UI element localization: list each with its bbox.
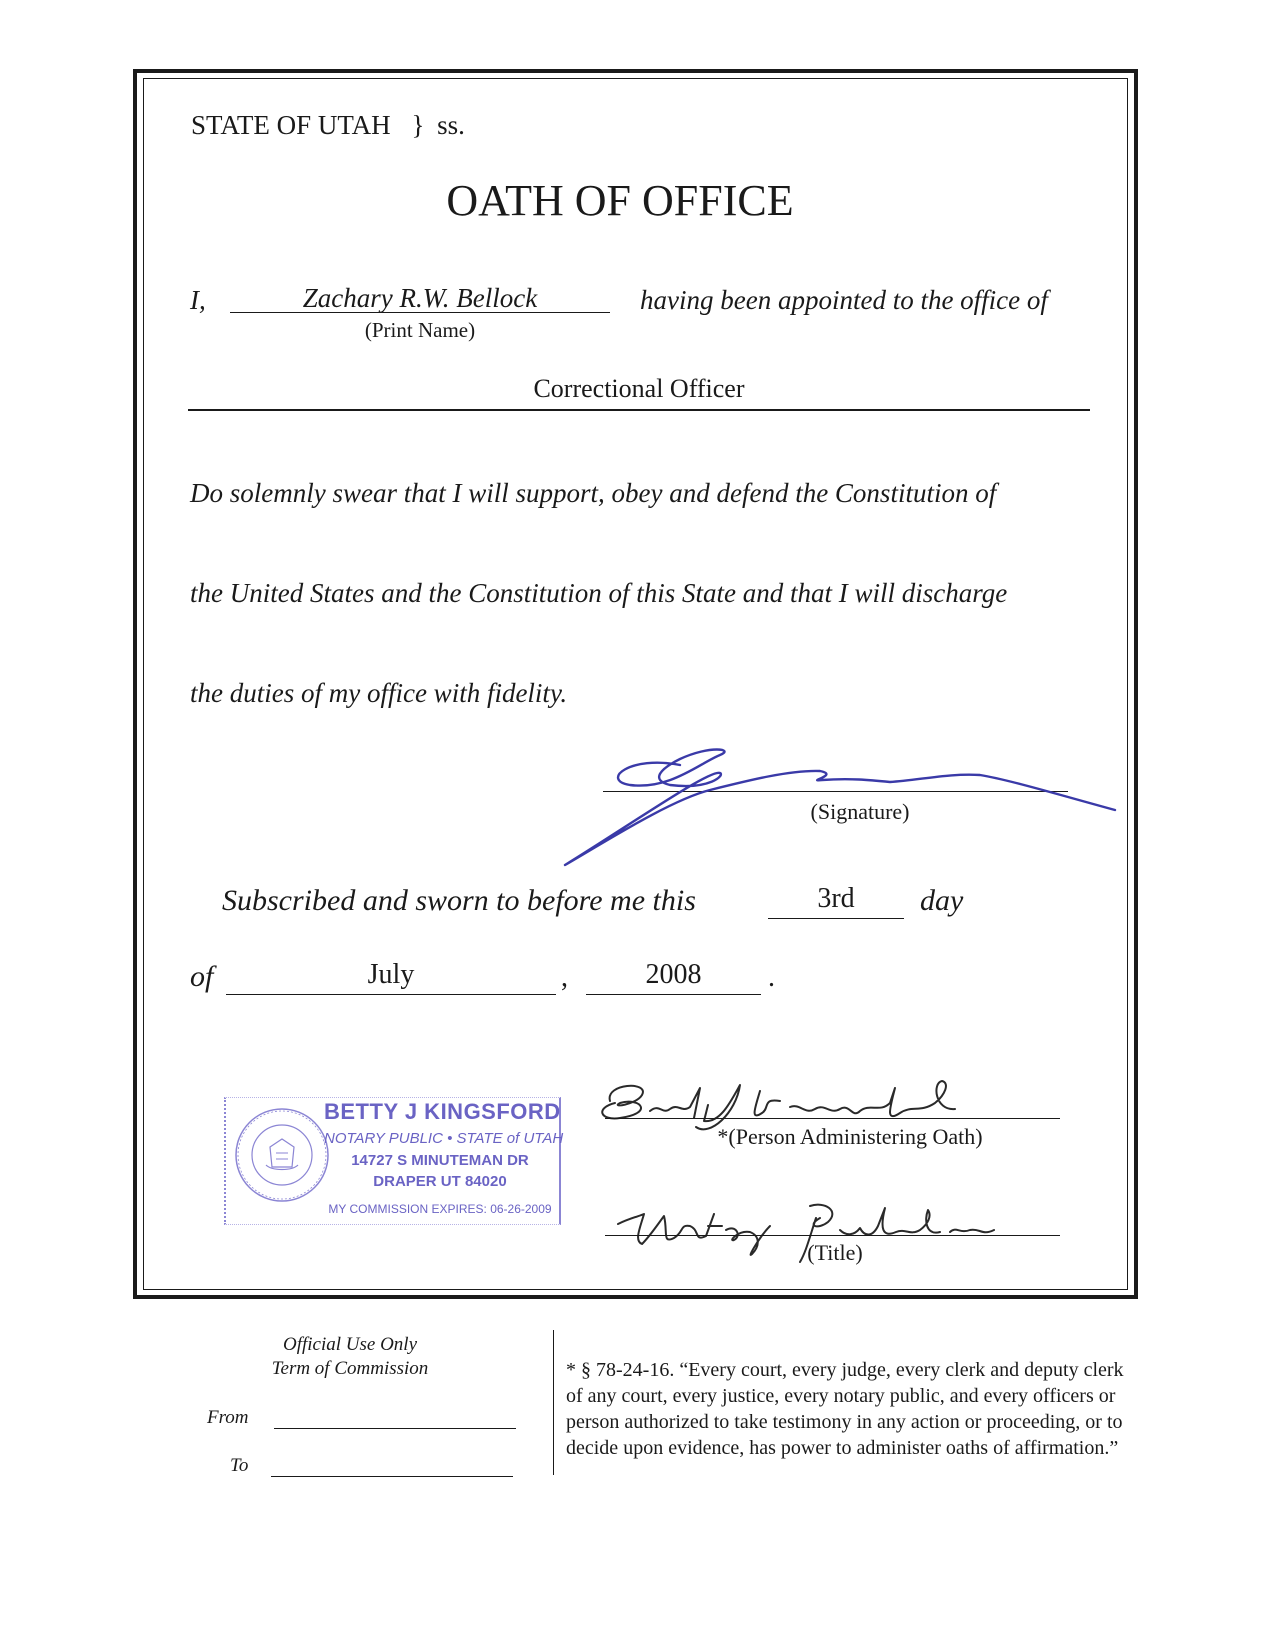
year-line [586, 994, 761, 995]
month-line [226, 994, 556, 995]
signature-scribble [560, 735, 1120, 875]
notary-stamp [224, 1093, 564, 1229]
oath-line-1: Do solemnly swear that I will support, obey and defend the Constitution of [190, 478, 997, 508]
to-label: To [230, 1455, 249, 1476]
oath-line-3: the duties of my office with fidelity. [190, 678, 568, 708]
from-label: From [207, 1407, 249, 1428]
appointed-text: having been appointed to the office of [640, 285, 1048, 315]
official-use-heading: Official Use Only [282, 1334, 418, 1355]
sworn-text: Subscribed and sworn to before me this [222, 884, 696, 917]
signature-caption: (Signature) [810, 799, 910, 824]
year-value: 2008 [645, 959, 702, 990]
print-name-caption: (Print Name) [364, 318, 476, 342]
title-caption: (Title) [807, 1240, 863, 1265]
oath-line-2: the United States and the Constitution of this State and that I will discharge [190, 578, 1008, 608]
period: . [768, 962, 775, 993]
state-name: STATE OF UTAH [191, 110, 391, 140]
stamp-expires: MY COMMISSION EXPIRES: 06-26-2009 [328, 1202, 552, 1216]
day-value: 3rd [817, 883, 855, 914]
page-title: OATH OF OFFICE [446, 176, 794, 225]
office-line [188, 409, 1090, 411]
administrator-line [605, 1118, 1060, 1119]
bottom-divider [553, 1330, 554, 1475]
term-of-commission-heading: Term of Commission [271, 1358, 429, 1379]
print-name-line [230, 312, 610, 313]
day-line [768, 918, 904, 919]
statute-text: * § 78-24-16. “Every court, every judge, every clerk and deputy clerk of any court, every justice, every notary public, and every officers or person authorized to take testimony in any action or proceeding, or to decide upon evidence, has power to administer oaths of affirmation.” [566, 1359, 1124, 1459]
ss-label: ss. [437, 110, 465, 140]
administrator-caption: *(Person Administering Oath) [717, 1124, 983, 1149]
i-prefix: I, [190, 285, 206, 315]
from-line [274, 1428, 516, 1429]
office-value: Correctional Officer [533, 374, 745, 403]
stamp-title: NOTARY PUBLIC • STATE of UTAH [324, 1130, 564, 1147]
print-name-value: Zachary R.W. Bellock [302, 283, 538, 313]
state-line [191, 110, 465, 141]
state-seal-icon [232, 1105, 332, 1205]
month-value: July [367, 959, 415, 990]
comma: , [561, 962, 568, 993]
stamp-address-1: 14727 S MINUTEMAN DR [351, 1152, 529, 1169]
stamp-name: BETTY J KINGSFORD [324, 1099, 561, 1124]
day-word: day [920, 884, 964, 917]
title-line [605, 1235, 1060, 1236]
to-line [271, 1476, 513, 1477]
brace: } [411, 110, 425, 140]
stamp-address-2: DRAPER UT 84020 [373, 1173, 507, 1190]
of-word: of [190, 960, 214, 993]
